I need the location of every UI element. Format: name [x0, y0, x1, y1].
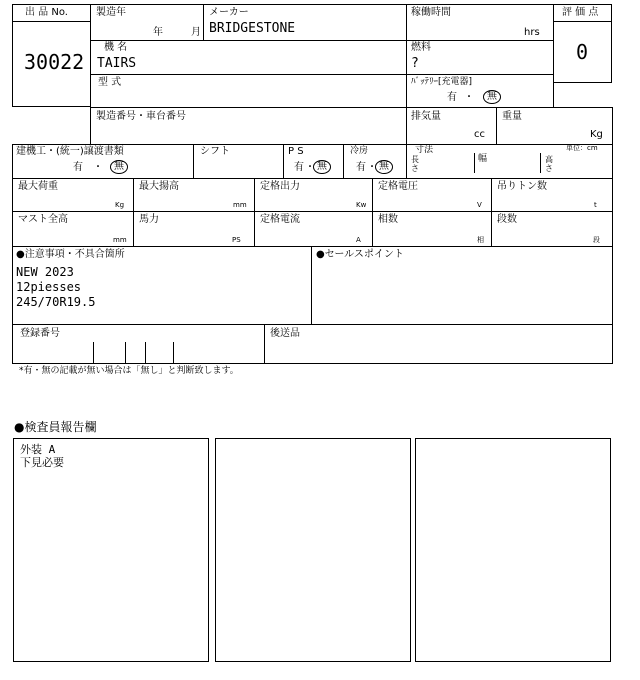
maker-label: メーカー [209, 7, 249, 18]
footnote: *有・無の記載が無い場合は「無し」と判断致します。 [19, 366, 239, 376]
divider [343, 144, 344, 179]
shift-label: シフト [200, 146, 230, 157]
model-value: TAIRS [97, 56, 137, 71]
width-label: 幅 [478, 154, 488, 164]
lot-no-value: 30022 [24, 50, 85, 74]
notes-line-3: 245/70R19.5 [16, 295, 96, 309]
tonnage-unit: t [594, 201, 597, 209]
year-unit: 年 [153, 27, 163, 38]
hours-unit: hrs [524, 27, 540, 38]
inspector-box-1 [13, 438, 209, 662]
rated-current-label: 定格電流 [260, 214, 300, 225]
ac-yes: 有 [356, 162, 366, 173]
ps-dot: ・ [305, 162, 315, 173]
type-label: 型 式 [98, 77, 122, 88]
battery-yes: 有 [447, 92, 457, 103]
specs-row-2 [12, 211, 613, 247]
divider [93, 342, 94, 364]
divider [540, 153, 541, 173]
divider [406, 4, 407, 108]
model-label: 機 名 [104, 42, 128, 53]
registration-row [12, 324, 613, 364]
maker-value: BRIDGESTONE [209, 21, 296, 36]
phase-unit: 相 [477, 236, 484, 244]
stages-label: 段数 [497, 214, 517, 225]
divider [125, 342, 126, 364]
notes-label: ●注意事項・不具合箇所 [16, 249, 125, 260]
ps-no-circled: 無 [313, 160, 331, 174]
shipping-label: 後送品 [270, 328, 300, 339]
horsepower-unit: PS [232, 236, 241, 244]
max-lift-unit: mm [233, 201, 247, 209]
rated-voltage-unit: V [477, 201, 482, 209]
inspector-label: ●検査員報告欄 [14, 420, 97, 434]
notes-line-1: NEW 2023 [16, 265, 74, 279]
inspector-box-3 [415, 438, 611, 662]
rated-output-label: 定格出力 [260, 181, 300, 192]
score-value: 0 [576, 40, 589, 64]
ps-label: P S [288, 146, 304, 157]
divider [203, 4, 204, 40]
divider [283, 144, 284, 179]
max-load-unit: Kg [115, 201, 125, 209]
fuel-value: ? [411, 56, 419, 71]
month-unit: 月 [191, 27, 201, 38]
transfer-no-circled: 無 [110, 160, 128, 174]
fuel-label: 燃料 [411, 42, 431, 53]
displacement-label: 排気量 [411, 111, 441, 122]
divider [145, 342, 146, 364]
transfer-label: 建機工・(統一)譲渡書類 [16, 146, 124, 157]
divider [133, 178, 134, 247]
divider [406, 107, 407, 145]
ac-dot: ・ [367, 162, 377, 173]
inspector-note-2: 下見必要 [20, 456, 64, 469]
reg-label: 登録番号 [20, 328, 60, 339]
rated-current-unit: A [356, 236, 361, 244]
max-lift-label: 最大揚高 [139, 181, 179, 192]
max-load-label: 最大荷重 [18, 181, 58, 192]
ac-no-circled: 無 [375, 160, 393, 174]
notes-line-2: 12piesses [16, 280, 82, 294]
inspector-box-2 [215, 438, 411, 662]
hours-label: 稼働時間 [411, 7, 451, 18]
divider [90, 40, 554, 41]
horsepower-label: 馬力 [139, 214, 159, 225]
divider [264, 324, 265, 364]
length-label: 長さ [411, 155, 419, 173]
mast-unit: mm [113, 236, 127, 244]
divider [372, 178, 373, 247]
divider [311, 246, 312, 325]
dim-label: 寸法 [415, 145, 434, 155]
battery-label: ﾊﾞｯﾃﾘｰ[充電器] [411, 77, 473, 87]
tonnage-label: 吊りトン数 [497, 181, 547, 192]
inspector-note-1: 外装 A [20, 443, 56, 456]
dim-unit: 単位：cm [566, 144, 598, 152]
transfer-dot: ・ [93, 162, 103, 173]
transfer-yes: 有 [73, 162, 83, 173]
score-label: 評 価 点 [562, 7, 599, 18]
lot-no-label: 出 品 No. [25, 7, 68, 18]
divider [254, 178, 255, 247]
rated-voltage-label: 定格電圧 [378, 181, 418, 192]
divider [90, 74, 554, 75]
divider [173, 342, 174, 364]
sales-label: ●セールスポイント [316, 249, 404, 260]
displacement-unit: cc [474, 129, 485, 140]
weight-label: 重量 [502, 111, 522, 122]
divider [474, 153, 475, 173]
mast-label: マスト全高 [18, 214, 68, 225]
serial-label: 製造番号・車台番号 [96, 111, 186, 122]
divider [496, 107, 497, 145]
height-label: 高さ [545, 155, 553, 173]
weight-unit: Kg [590, 129, 603, 140]
divider [491, 178, 492, 247]
ac-label: 冷房 [350, 146, 369, 156]
battery-dot: ・ [464, 92, 474, 103]
phase-label: 相数 [378, 214, 398, 225]
divider [193, 144, 194, 179]
divider [406, 144, 407, 179]
stages-unit: 段 [593, 236, 600, 244]
rated-output-unit: Kw [356, 201, 367, 209]
year-label: 製造年 [96, 7, 126, 18]
ps-yes: 有 [294, 162, 304, 173]
battery-no-circled: 無 [483, 90, 501, 104]
